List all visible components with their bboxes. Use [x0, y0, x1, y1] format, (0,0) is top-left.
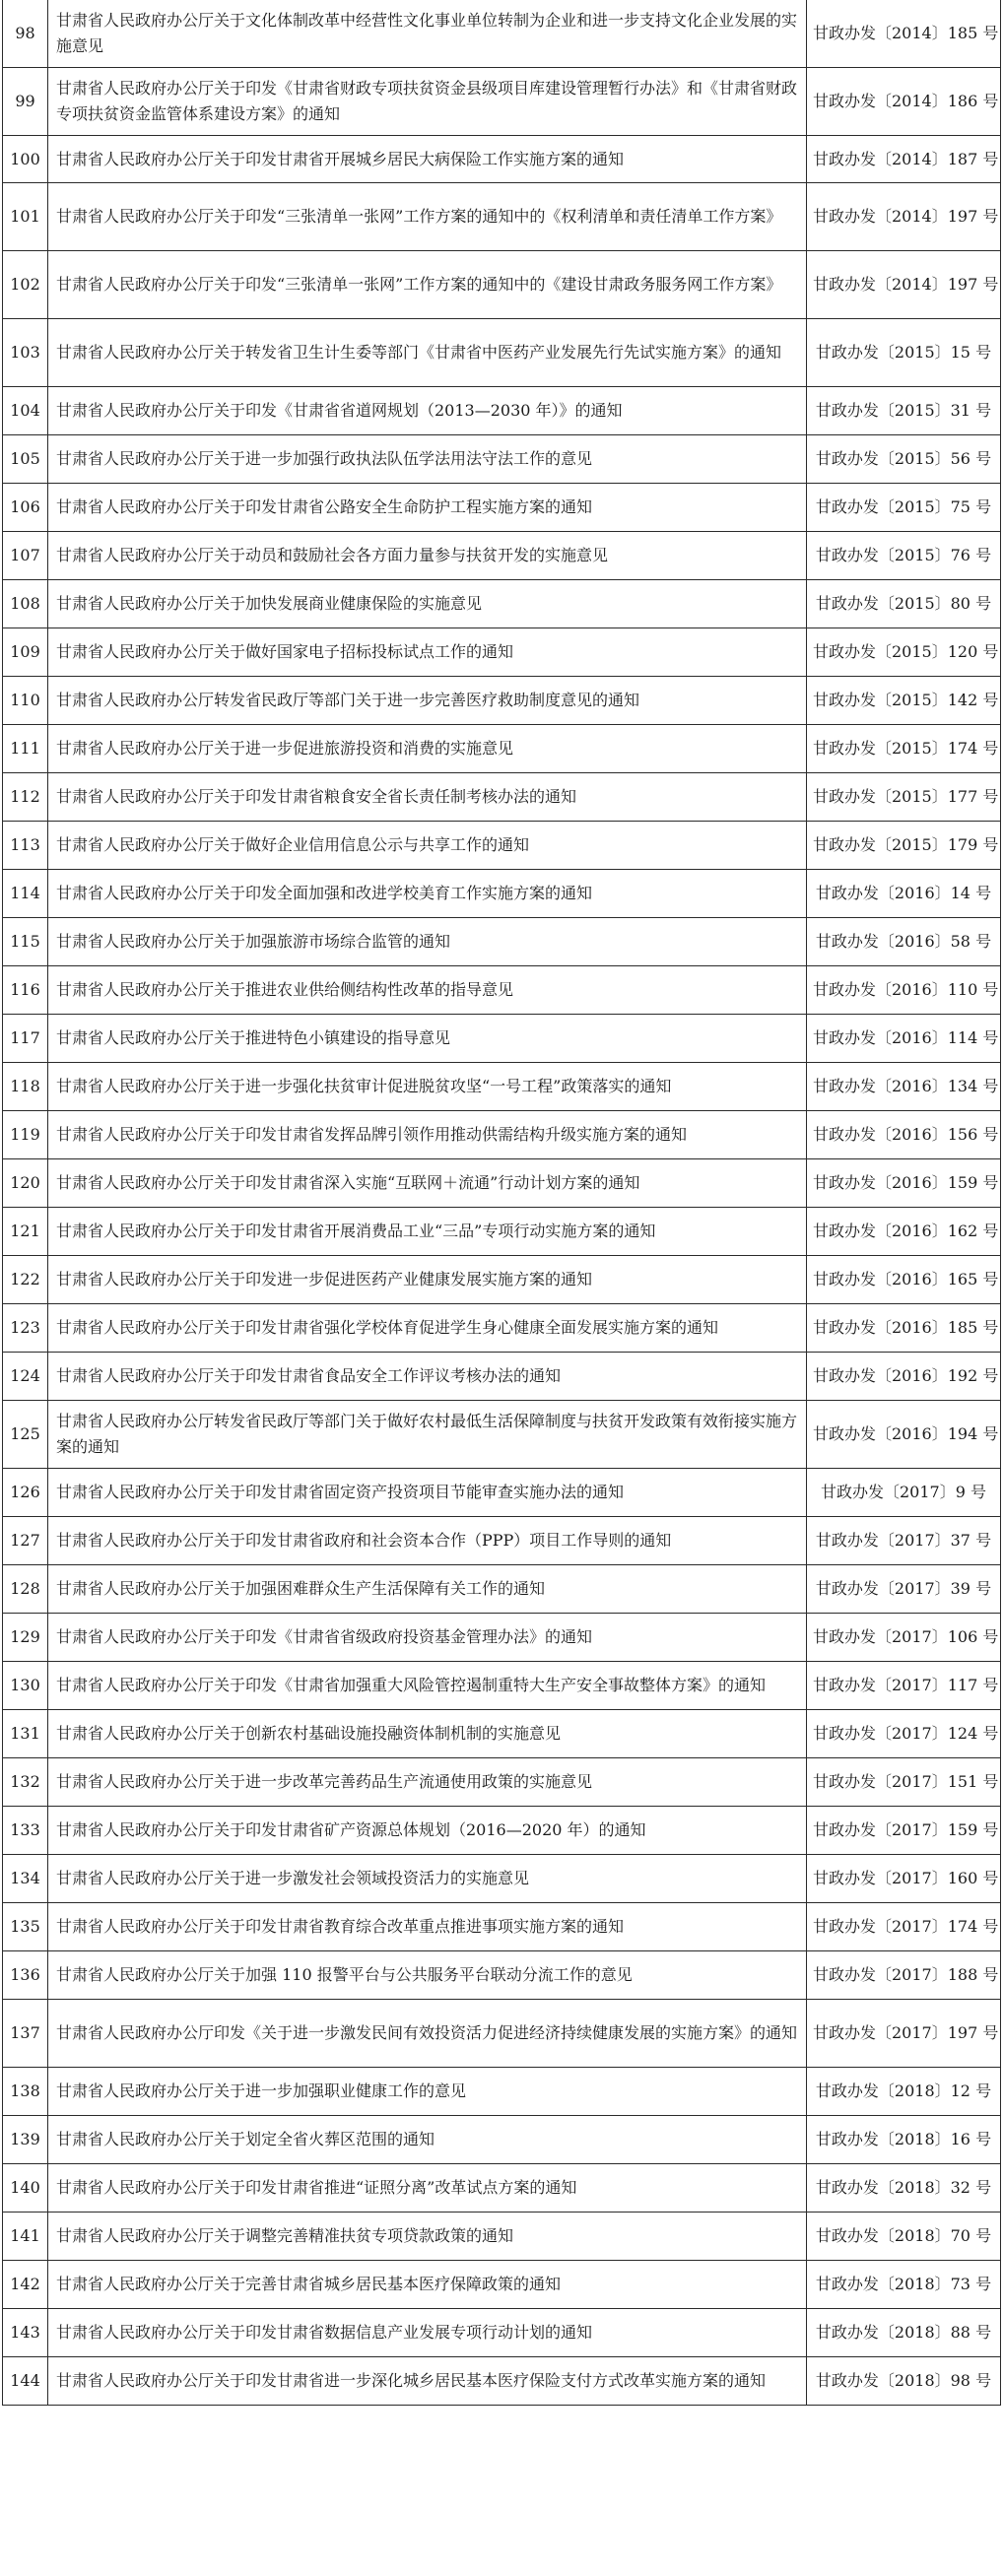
document-title: 甘肃省人民政府办公厅关于进一步强化扶贫审计促进脱贫攻坚“一号工程”政策落实的通知: [48, 1063, 807, 1111]
table-row: [3, 1063, 1001, 1111]
row-number: 124: [3, 1353, 48, 1401]
document-title: 甘肃省人民政府办公厅转发省民政厅等部门关于做好农村最低生活保障制度与扶贫开发政策有效衔接实施方案的通知: [48, 1401, 807, 1469]
document-number: 甘政办发〔2014〕187 号: [807, 136, 1001, 183]
table-row: [3, 2261, 1001, 2309]
document-number: 甘政办发〔2015〕142 号: [807, 677, 1001, 725]
row-number: 100: [3, 136, 48, 183]
document-number: 甘政办发〔2016〕14 号: [807, 870, 1001, 918]
document-title: 甘肃省人民政府办公厅关于印发甘肃省强化学校体育促进学生身心健康全面发展实施方案的通知: [48, 1304, 807, 1353]
row-number: 128: [3, 1565, 48, 1614]
document-title: 甘肃省人民政府办公厅关于进一步改革完善药品生产流通使用政策的实施意见: [48, 1758, 807, 1807]
table-row: [3, 1662, 1001, 1710]
document-title: 甘肃省人民政府办公厅印发《关于进一步激发民间有效投资活力促进经济持续健康发展的实施方案》的通知: [48, 2000, 807, 2068]
document-number: 甘政办发〔2017〕188 号: [807, 1951, 1001, 2000]
document-title: 甘肃省人民政府办公厅关于印发全面加强和改进学校美育工作实施方案的通知: [48, 870, 807, 918]
table-row: [3, 136, 1001, 183]
row-number: 135: [3, 1903, 48, 1951]
document-title: 甘肃省人民政府办公厅关于印发甘肃省矿产资源总体规划（2016—2020 年）的通知: [48, 1807, 807, 1855]
row-number: 99: [3, 68, 48, 136]
document-title: 甘肃省人民政府办公厅关于进一步加强职业健康工作的意见: [48, 2068, 807, 2116]
document-title: 甘肃省人民政府办公厅关于印发进一步促进医药产业健康发展实施方案的通知: [48, 1256, 807, 1304]
document-number: 甘政办发〔2018〕16 号: [807, 2116, 1001, 2164]
document-title: 甘肃省人民政府办公厅转发省民政厅等部门关于进一步完善医疗救助制度意见的通知: [48, 677, 807, 725]
row-number: 105: [3, 435, 48, 484]
document-number: 甘政办发〔2018〕70 号: [807, 2213, 1001, 2261]
table-row: [3, 1855, 1001, 1903]
row-number: 139: [3, 2116, 48, 2164]
row-number: 108: [3, 580, 48, 628]
document-number: 甘政办发〔2018〕88 号: [807, 2309, 1001, 2357]
document-number: 甘政办发〔2014〕197 号: [807, 251, 1001, 319]
document-number: 甘政办发〔2016〕159 号: [807, 1159, 1001, 1208]
document-number: 甘政办发〔2015〕174 号: [807, 725, 1001, 773]
table-row: [3, 1903, 1001, 1951]
table-row: [3, 1256, 1001, 1304]
table-row: [3, 773, 1001, 822]
table-row: [3, 1111, 1001, 1159]
document-number: 甘政办发〔2016〕134 号: [807, 1063, 1001, 1111]
document-title: 甘肃省人民政府办公厅关于印发甘肃省进一步深化城乡居民基本医疗保险支付方式改革实施方案的通知: [48, 2357, 807, 2406]
row-number: 104: [3, 387, 48, 435]
document-title: 甘肃省人民政府办公厅关于印发《甘肃省加强重大风险管控遏制重特大生产安全事故整体方案》的通知: [48, 1662, 807, 1710]
row-number: 143: [3, 2309, 48, 2357]
document-title: 甘肃省人民政府办公厅关于动员和鼓励社会各方面力量参与扶贫开发的实施意见: [48, 532, 807, 580]
table-row: [3, 966, 1001, 1015]
row-number: 140: [3, 2164, 48, 2213]
document-number: 甘政办发〔2016〕194 号: [807, 1401, 1001, 1469]
row-number: 131: [3, 1710, 48, 1758]
document-number: 甘政办发〔2015〕75 号: [807, 484, 1001, 532]
document-number: 甘政办发〔2017〕37 号: [807, 1517, 1001, 1565]
row-number: 112: [3, 773, 48, 822]
table-row: [3, 68, 1001, 136]
row-number: 115: [3, 918, 48, 966]
document-number: 甘政办发〔2014〕185 号: [807, 0, 1001, 68]
document-number: 甘政办发〔2017〕39 号: [807, 1565, 1001, 1614]
row-number: 142: [3, 2261, 48, 2309]
row-number: 133: [3, 1807, 48, 1855]
table-row: [3, 484, 1001, 532]
document-number: 甘政办发〔2016〕192 号: [807, 1353, 1001, 1401]
table-row: [3, 0, 1001, 68]
row-number: 138: [3, 2068, 48, 2116]
document-title: 甘肃省人民政府办公厅关于印发《甘肃省财政专项扶贫资金县级项目库建设管理暂行办法》和《甘肃省财政专项扶贫资金监管体系建设方案》的通知: [48, 68, 807, 136]
document-title: 甘肃省人民政府办公厅关于印发甘肃省深入实施“互联网＋流通”行动计划方案的通知: [48, 1159, 807, 1208]
table-row: [3, 628, 1001, 677]
document-title: 甘肃省人民政府办公厅关于印发甘肃省推进“证照分离”改革试点方案的通知: [48, 2164, 807, 2213]
document-title: 甘肃省人民政府办公厅关于调整完善精准扶贫专项贷款政策的通知: [48, 2213, 807, 2261]
row-number: 118: [3, 1063, 48, 1111]
row-number: 111: [3, 725, 48, 773]
table-row: [3, 183, 1001, 251]
document-title: 甘肃省人民政府办公厅关于文化体制改革中经营性文化事业单位转制为企业和进一步支持文化企业发展的实施意见: [48, 0, 807, 68]
table-row: [3, 2213, 1001, 2261]
document-title: 甘肃省人民政府办公厅关于印发甘肃省数据信息产业发展专项行动计划的通知: [48, 2309, 807, 2357]
row-number: 103: [3, 319, 48, 387]
document-title: 甘肃省人民政府办公厅关于印发甘肃省开展消费品工业“三品”专项行动实施方案的通知: [48, 1208, 807, 1256]
row-number: 119: [3, 1111, 48, 1159]
table-row: [3, 2309, 1001, 2357]
document-number: 甘政办发〔2015〕80 号: [807, 580, 1001, 628]
document-title: 甘肃省人民政府办公厅关于印发“三张清单一张网”工作方案的通知中的《权利清单和责任清单工作方案》: [48, 183, 807, 251]
document-number: 甘政办发〔2016〕162 号: [807, 1208, 1001, 1256]
document-number: 甘政办发〔2017〕174 号: [807, 1903, 1001, 1951]
document-number: 甘政办发〔2016〕156 号: [807, 1111, 1001, 1159]
row-number: 98: [3, 0, 48, 68]
document-number: 甘政办发〔2016〕114 号: [807, 1015, 1001, 1063]
document-number: 甘政办发〔2017〕117 号: [807, 1662, 1001, 1710]
row-number: 126: [3, 1469, 48, 1517]
table-row: [3, 1517, 1001, 1565]
table-row: [3, 580, 1001, 628]
document-number: 甘政办发〔2017〕124 号: [807, 1710, 1001, 1758]
table-row: [3, 1807, 1001, 1855]
row-number: 117: [3, 1015, 48, 1063]
document-number: 甘政办发〔2015〕56 号: [807, 435, 1001, 484]
table-row: [3, 1015, 1001, 1063]
row-number: 136: [3, 1951, 48, 2000]
document-title: 甘肃省人民政府办公厅关于做好企业信用信息公示与共享工作的通知: [48, 822, 807, 870]
table-row: [3, 870, 1001, 918]
document-number: 甘政办发〔2015〕120 号: [807, 628, 1001, 677]
document-number: 甘政办发〔2016〕110 号: [807, 966, 1001, 1015]
document-number: 甘政办发〔2016〕165 号: [807, 1256, 1001, 1304]
row-number: 134: [3, 1855, 48, 1903]
row-number: 123: [3, 1304, 48, 1353]
table-row: [3, 1758, 1001, 1807]
document-title: 甘肃省人民政府办公厅关于推进特色小镇建设的指导意见: [48, 1015, 807, 1063]
document-number: 甘政办发〔2017〕151 号: [807, 1758, 1001, 1807]
document-number: 甘政办发〔2015〕177 号: [807, 773, 1001, 822]
table-row: [3, 2164, 1001, 2213]
document-title: 甘肃省人民政府办公厅关于加快发展商业健康保险的实施意见: [48, 580, 807, 628]
document-number: 甘政办发〔2017〕197 号: [807, 2000, 1001, 2068]
document-title: 甘肃省人民政府办公厅关于印发《甘肃省省道网规划（2013—2030 年）》的通知: [48, 387, 807, 435]
table-row: [3, 1353, 1001, 1401]
document-number: 甘政办发〔2017〕159 号: [807, 1807, 1001, 1855]
document-number: 甘政办发〔2018〕98 号: [807, 2357, 1001, 2406]
row-number: 122: [3, 1256, 48, 1304]
document-number: 甘政办发〔2018〕12 号: [807, 2068, 1001, 2116]
document-title: 甘肃省人民政府办公厅关于做好国家电子招标投标试点工作的通知: [48, 628, 807, 677]
table-row: [3, 725, 1001, 773]
table-row: [3, 2068, 1001, 2116]
document-title: 甘肃省人民政府办公厅关于转发省卫生计生委等部门《甘肃省中医药产业发展先行先试实施方案》的通知: [48, 319, 807, 387]
document-number: 甘政办发〔2017〕9 号: [807, 1469, 1001, 1517]
row-number: 121: [3, 1208, 48, 1256]
row-number: 106: [3, 484, 48, 532]
table-row: [3, 1469, 1001, 1517]
document-title: 甘肃省人民政府办公厅关于印发甘肃省教育综合改革重点推进事项实施方案的通知: [48, 1903, 807, 1951]
row-number: 113: [3, 822, 48, 870]
document-table: [2, 0, 1001, 2406]
document-number: 甘政办发〔2014〕197 号: [807, 183, 1001, 251]
document-title: 甘肃省人民政府办公厅关于印发甘肃省食品安全工作评议考核办法的通知: [48, 1353, 807, 1401]
row-number: 102: [3, 251, 48, 319]
row-number: 137: [3, 2000, 48, 2068]
document-title: 甘肃省人民政府办公厅关于创新农村基础设施投融资体制机制的实施意见: [48, 1710, 807, 1758]
table-row: [3, 319, 1001, 387]
row-number: 109: [3, 628, 48, 677]
document-title: 甘肃省人民政府办公厅关于进一步加强行政执法队伍学法用法守法工作的意见: [48, 435, 807, 484]
document-title: 甘肃省人民政府办公厅关于印发《甘肃省省级政府投资基金管理办法》的通知: [48, 1614, 807, 1662]
row-number: 132: [3, 1758, 48, 1807]
document-title: 甘肃省人民政府办公厅关于加强 110 报警平台与公共服务平台联动分流工作的意见: [48, 1951, 807, 2000]
row-number: 116: [3, 966, 48, 1015]
row-number: 101: [3, 183, 48, 251]
document-title: 甘肃省人民政府办公厅关于推进农业供给侧结构性改革的指导意见: [48, 966, 807, 1015]
row-number: 144: [3, 2357, 48, 2406]
document-title: 甘肃省人民政府办公厅关于印发“三张清单一张网”工作方案的通知中的《建设甘肃政务服务网工作方案》: [48, 251, 807, 319]
document-title: 甘肃省人民政府办公厅关于印发甘肃省发挥品牌引领作用推动供需结构升级实施方案的通知: [48, 1111, 807, 1159]
table-row: [3, 435, 1001, 484]
row-number: 130: [3, 1662, 48, 1710]
table-row: [3, 1565, 1001, 1614]
document-title: 甘肃省人民政府办公厅关于印发甘肃省粮食安全省长责任制考核办法的通知: [48, 773, 807, 822]
document-number: 甘政办发〔2017〕106 号: [807, 1614, 1001, 1662]
table-row: [3, 387, 1001, 435]
document-number: 甘政办发〔2014〕186 号: [807, 68, 1001, 136]
table-row: [3, 1401, 1001, 1469]
row-number: 141: [3, 2213, 48, 2261]
document-title: 甘肃省人民政府办公厅关于进一步激发社会领域投资活力的实施意见: [48, 1855, 807, 1903]
document-number: 甘政办发〔2015〕31 号: [807, 387, 1001, 435]
row-number: 110: [3, 677, 48, 725]
table-row: [3, 677, 1001, 725]
table-row: [3, 2000, 1001, 2068]
document-number: 甘政办发〔2018〕32 号: [807, 2164, 1001, 2213]
document-title: 甘肃省人民政府办公厅关于完善甘肃省城乡居民基本医疗保障政策的通知: [48, 2261, 807, 2309]
table-row: [3, 822, 1001, 870]
document-number: 甘政办发〔2016〕58 号: [807, 918, 1001, 966]
table-row: [3, 1951, 1001, 2000]
document-title: 甘肃省人民政府办公厅关于印发甘肃省开展城乡居民大病保险工作实施方案的通知: [48, 136, 807, 183]
row-number: 129: [3, 1614, 48, 1662]
row-number: 107: [3, 532, 48, 580]
document-title: 甘肃省人民政府办公厅关于印发甘肃省公路安全生命防护工程实施方案的通知: [48, 484, 807, 532]
document-number: 甘政办发〔2015〕179 号: [807, 822, 1001, 870]
document-title: 甘肃省人民政府办公厅关于印发甘肃省政府和社会资本合作（PPP）项目工作导则的通知: [48, 1517, 807, 1565]
row-number: 114: [3, 870, 48, 918]
table-row: [3, 918, 1001, 966]
table-row: [3, 1159, 1001, 1208]
table-row: [3, 1304, 1001, 1353]
row-number: 120: [3, 1159, 48, 1208]
document-number: 甘政办发〔2016〕185 号: [807, 1304, 1001, 1353]
table-row: [3, 2116, 1001, 2164]
table-row: [3, 1614, 1001, 1662]
row-number: 125: [3, 1401, 48, 1469]
table-row: [3, 2357, 1001, 2406]
table-body: [3, 0, 1001, 2406]
document-title: 甘肃省人民政府办公厅关于划定全省火葬区范围的通知: [48, 2116, 807, 2164]
document-title: 甘肃省人民政府办公厅关于加强困难群众生产生活保障有关工作的通知: [48, 1565, 807, 1614]
table-row: [3, 1710, 1001, 1758]
document-number: 甘政办发〔2015〕76 号: [807, 532, 1001, 580]
document-number: 甘政办发〔2017〕160 号: [807, 1855, 1001, 1903]
table-row: [3, 251, 1001, 319]
document-title: 甘肃省人民政府办公厅关于印发甘肃省固定资产投资项目节能审查实施办法的通知: [48, 1469, 807, 1517]
document-number: 甘政办发〔2015〕15 号: [807, 319, 1001, 387]
table-row: [3, 532, 1001, 580]
document-number: 甘政办发〔2018〕73 号: [807, 2261, 1001, 2309]
document-title: 甘肃省人民政府办公厅关于进一步促进旅游投资和消费的实施意见: [48, 725, 807, 773]
row-number: 127: [3, 1517, 48, 1565]
document-title: 甘肃省人民政府办公厅关于加强旅游市场综合监管的通知: [48, 918, 807, 966]
table-row: [3, 1208, 1001, 1256]
